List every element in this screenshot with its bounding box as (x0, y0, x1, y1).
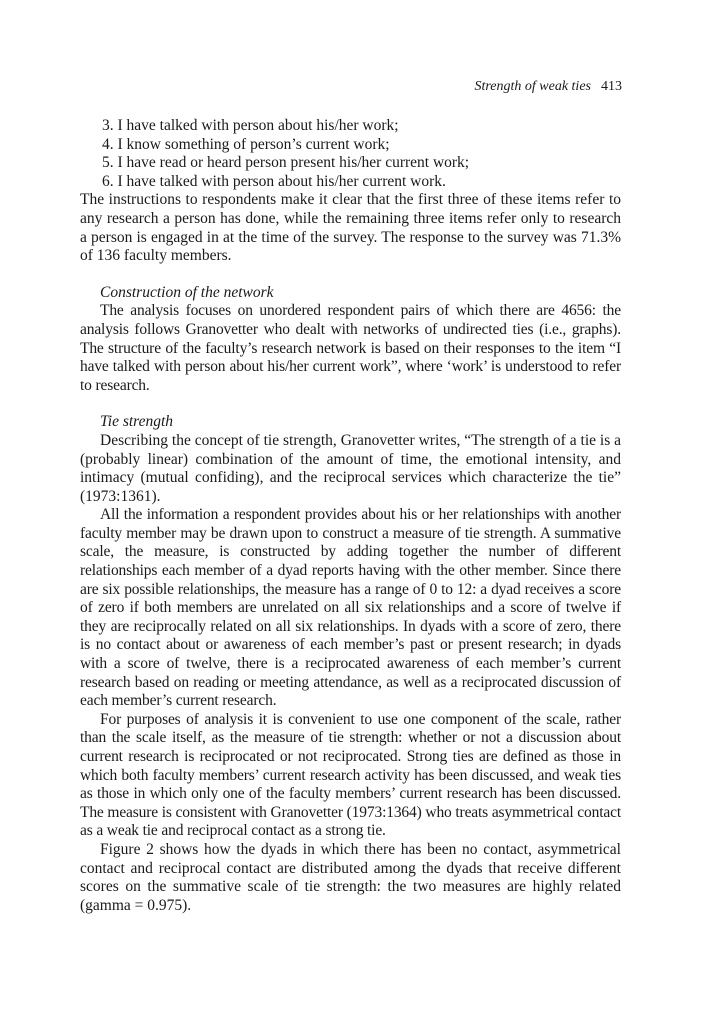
paragraph-figure-2: Figure 2 shows how the dyads in which there has been no contact, asymmetrical contact and reciprocal contact are distributed among the dyads that receive different scores on the summative scale of tie strength: the two measures are highly related (gamma = 0.975). (80, 840, 621, 914)
paragraph-network: The analysis focuses on unordered respondent pairs of which there are 4656: the analysis follows Granovetter who dealt with networks of undirected ties (i.e., graphs). The structure of the faculty’s research network is based on their responses to the item “I have talked with person about his/her current work”, where ‘work’ is understood to refer to research. (80, 302, 621, 394)
survey-item-list (80, 117, 621, 191)
running-title: Strength of weak ties (474, 79, 591, 94)
page-number: 413 (601, 79, 622, 94)
paragraph-instructions: The instructions to respondents make it clear that the first three of these items refer to any research a person has done, while the remaining three items refer only to research a person is engaged in at the time of the survey. The response to the survey was 71.3% of 136 faculty members. (80, 191, 621, 265)
paragraph-component: For purposes of analysis it is convenient to use one component of the scale, rather than the scale itself, as the measure of tie strength: whether or not a discussion about current research is reciprocated or not reciprocated. Strong ties are defined as those in which both faculty members’ current research activity has been discussed, and weak ties as those in which only one of the faculty members’ current research has been discussed. The measure is consistent with Granovetter (1973:1364) who treats asymmetrical contact as a weak tie and reciprocal contact as a strong tie. (80, 710, 621, 840)
survey-item-4: 4. I know something of person’s current work; (102, 135, 390, 153)
page-body (80, 117, 621, 915)
paragraph-definition: Describing the concept of tie strength, Granovetter writes, “The strength of a tie is a (probably linear) combination of the amount of time, the emotional intensity, and intimacy (mutual confiding), and the reciprocal services which characterize the tie” (1973:1361). (80, 431, 621, 505)
survey-item-5: 5. I have read or heard person present his/her current work; (102, 154, 470, 172)
section-heading-construction: Construction of the network (100, 283, 274, 301)
section-heading-tie-strength: Tie strength (100, 413, 174, 431)
running-header (474, 78, 622, 96)
survey-item-3: 3. I have talked with person about his/her work; (102, 117, 399, 134)
survey-item-6: 6. I have talked with person about his/her current work. (102, 172, 446, 190)
paragraph-measure: All the information a respondent provides about his or her relationships with another faculty member may be drawn upon to construct a measure of tie strength. A summative scale, the measure, is constructed by adding together the number of different relationships each member of a dyad reports having with the other member. Since there are six possible relationships, the measure has a range of 0 to 12: a dyad receives a score of zero if both members are unrelated on all six relationships and a score of twelve if they are reciprocally related on all six relationships. In dyads with a score of zero, there is no contact about or awareness of each member’s past or present research; in dyads with a score of twelve, there is a reciprocated awareness of each member’s current research based on reading or meeting attendance, as well as a reciprocated discussion of each member’s current research. (80, 506, 621, 710)
